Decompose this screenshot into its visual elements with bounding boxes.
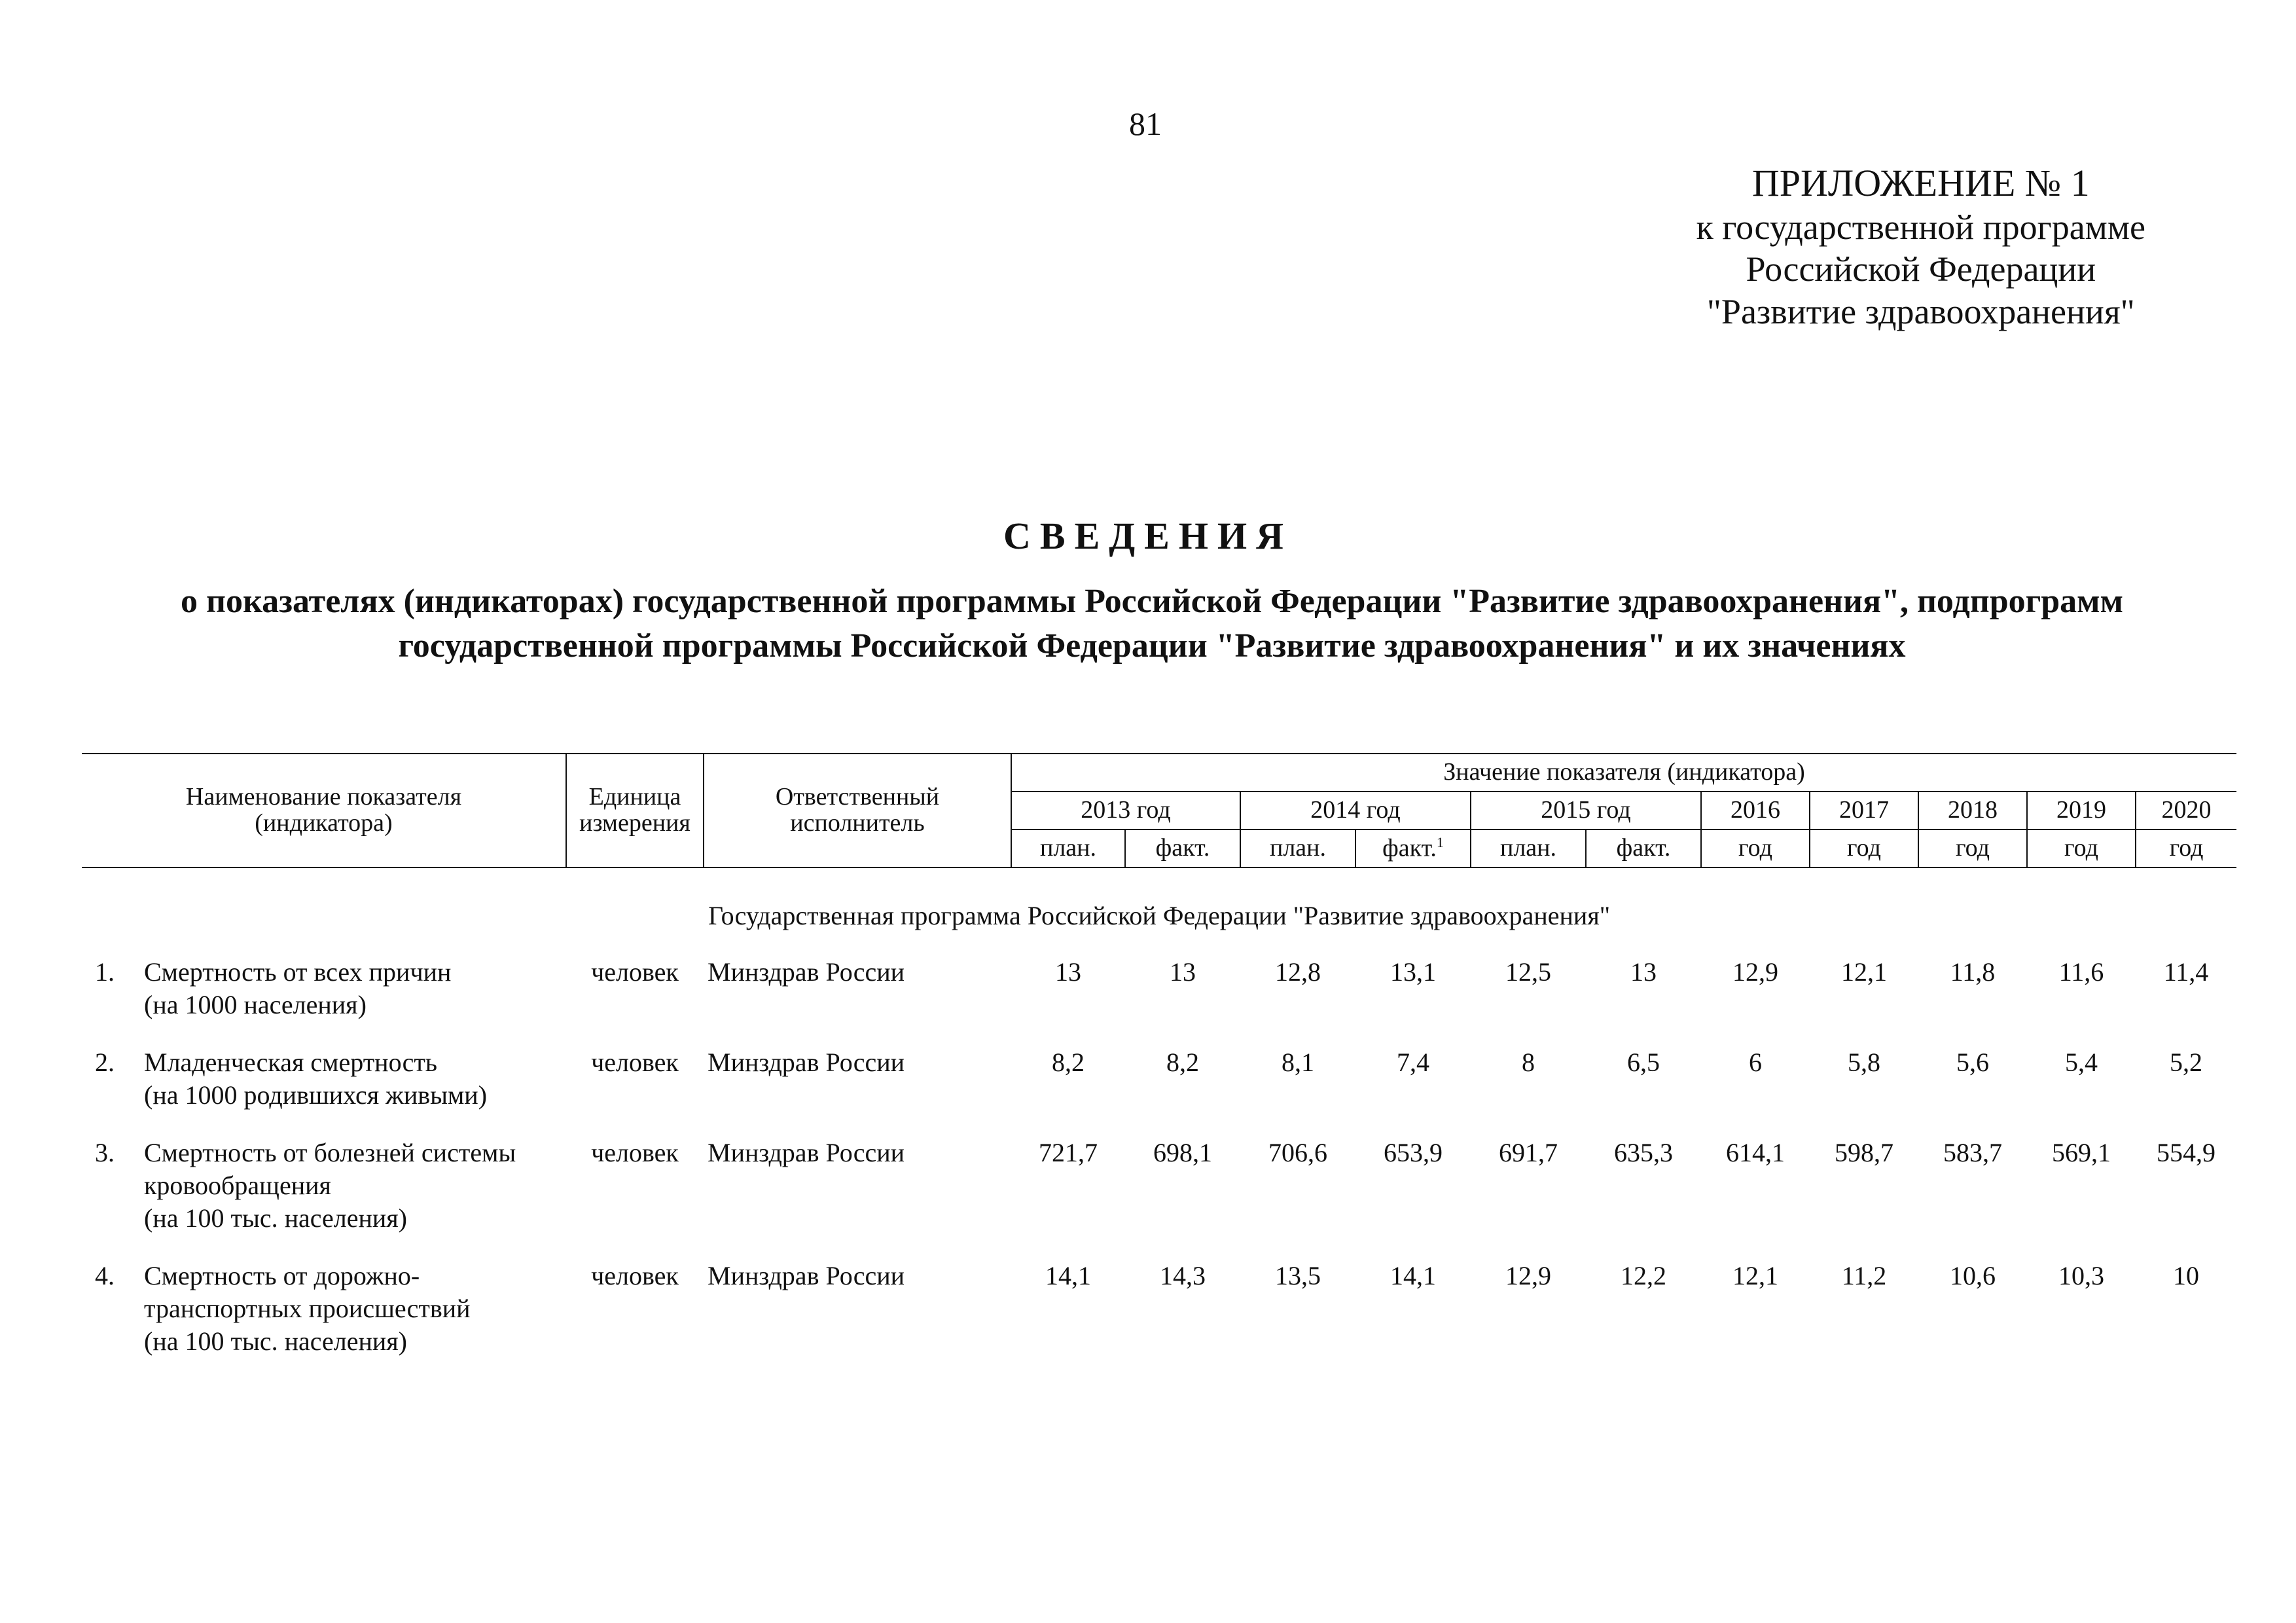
table-row [82,951,2236,1041]
value-cell: 13 [1055,957,1081,987]
section-title: Государственная программа Российской Федерации "Развитие здравоохранения" [708,901,1611,930]
value-cell: 5,8 [1848,1048,1880,1077]
value-cell: 11,4 [2163,957,2209,987]
value-cell: 698,1 [1153,1138,1212,1167]
value-cell: 8 [1522,1048,1535,1077]
value-cell: 6,5 [1627,1048,1660,1077]
header-indicator-name: Наименование показателя (индикатора) [82,754,566,867]
value-cell: 11,6 [2058,957,2104,987]
header-responsible: Ответственный исполнитель [704,754,1011,867]
row-number: 4. [95,1261,115,1290]
value-cell: 12,5 [1505,957,1551,987]
value-cell: 8,2 [1052,1048,1085,1077]
value-cell: 13 [1170,957,1196,987]
table-row [82,1254,2236,1377]
indicator-name-cell [82,1041,566,1131]
value-cell: 598,7 [1835,1138,1893,1167]
unit-cell: человек [591,1138,679,1167]
responsible-cell: Минздрав России [708,957,905,987]
value-cell: 12,1 [1841,957,1887,987]
header-year: 2019 [2027,792,2136,830]
document-title: СВЕДЕНИЯ [1003,515,1293,557]
header-year: 2020 [2136,792,2236,830]
indicator-name-line: (на 1000 родившихся живыми) [144,1080,488,1110]
indicator-name-line: (на 1000 населения) [144,990,367,1019]
header-year: 2016 [1701,792,1810,830]
indicator-name-line: Смертность от дорожно- [144,1261,420,1290]
value-cell: 11,8 [1950,957,1996,987]
value-cell: 13,1 [1390,957,1436,987]
header-value-group: Значение показателя (индикатора) [1011,754,2236,792]
header-sub: год [1810,830,1918,867]
value-cell: 6 [1749,1048,1762,1077]
header-year: 2013 год [1011,792,1240,830]
value-cell: 14,3 [1160,1261,1206,1290]
header-year: 2014 год [1240,792,1471,830]
document-subtitle: о показателях (индикаторах) государственной программы Российской Федерации "Развитие здравоохранения", подпрограмм государственной программы Российской Федерации "Развитие здравоохранения" и их значениях [180,583,2123,665]
value-cell: 10,3 [2058,1261,2104,1290]
header-sub: год [1701,830,1810,867]
header-sub: план. [1240,830,1355,867]
value-cell: 7,4 [1397,1048,1429,1077]
appendix-line: Российской Федерации [1746,249,2096,289]
appendix-line: "Развитие здравоохранения" [1706,292,2135,332]
header-sub: год [2027,830,2136,867]
indicator-name-line: кровообращения [144,1171,331,1200]
indicator-name-line: (на 100 тыс. населения) [144,1326,407,1356]
value-cell: 5,2 [2170,1048,2203,1077]
value-cell: 12,2 [1621,1261,1666,1290]
row-number: 3. [95,1138,115,1167]
value-cell: 10,6 [1950,1261,1996,1290]
header-year: 2018 [1918,792,2027,830]
row-number: 2. [95,1048,115,1077]
value-cell: 12,1 [1732,1261,1778,1290]
unit-cell: человек [591,957,679,987]
appendix-block [1696,160,2145,333]
table-row [82,1041,2236,1131]
responsible-cell: Минздрав России [708,1261,905,1290]
value-cell: 8,1 [1282,1048,1314,1077]
value-cell: 13,5 [1275,1261,1321,1290]
footnote-mark: 1 [1436,834,1444,851]
value-cell: 8,2 [1166,1048,1199,1077]
value-cell: 13 [1630,957,1657,987]
header-sub: факт.$^1$ [1355,830,1471,867]
indicator-name-cell [82,951,566,1041]
header-sub: факт. [1586,830,1701,867]
value-cell: 12,9 [1732,957,1778,987]
header-unit: Единица измерения [566,754,704,867]
appendix-line: к государственной программе [1696,207,2145,247]
header-sub: год [1918,830,2027,867]
value-cell: 721,7 [1039,1138,1098,1167]
value-cell: 653,9 [1384,1138,1443,1167]
indicator-name-line: Смертность от болезней системы [144,1138,516,1167]
page-number: 81 [1129,105,1162,142]
unit-cell: человек [591,1048,679,1077]
value-cell: 11,2 [1841,1261,1887,1290]
value-cell: 569,1 [2052,1138,2111,1167]
value-cell: 614,1 [1726,1138,1785,1167]
responsible-cell: Минздрав России [708,1138,905,1167]
indicator-name-line: транспортных происшествий [144,1294,471,1323]
indicator-name-line: Младенческая смертность [144,1048,438,1077]
value-cell: 691,7 [1499,1138,1558,1167]
header-sub: факт. [1125,830,1240,867]
value-cell: 12,9 [1505,1261,1551,1290]
indicator-name-cell [82,1254,566,1377]
value-cell: 14,1 [1045,1261,1091,1290]
header-sub: план. [1011,830,1125,867]
indicator-name-line: (на 100 тыс. населения) [144,1203,407,1233]
unit-cell: человек [591,1261,679,1290]
header-sub: год [2136,830,2236,867]
indicators-table [82,753,2236,1377]
value-cell: 10 [2173,1261,2200,1290]
value-cell: 554,9 [2157,1138,2216,1167]
value-cell: 5,4 [2065,1048,2098,1077]
table-row [82,1131,2236,1254]
value-cell: 5,6 [1956,1048,1989,1077]
responsible-cell: Минздрав России [708,1048,905,1077]
header-year: 2015 год [1471,792,1701,830]
header-year: 2017 [1810,792,1918,830]
value-cell: 14,1 [1390,1261,1436,1290]
indicator-name-line: Смертность от всех причин [144,957,452,987]
value-cell: 12,8 [1275,957,1321,987]
value-cell: 635,3 [1614,1138,1673,1167]
value-cell: 706,6 [1268,1138,1327,1167]
header-sub: план. [1471,830,1586,867]
appendix-title: ПРИЛОЖЕНИЕ № 1 [1751,162,2090,204]
value-cell: 583,7 [1943,1138,2002,1167]
row-number: 1. [95,957,115,987]
indicator-name-cell [82,1131,566,1254]
